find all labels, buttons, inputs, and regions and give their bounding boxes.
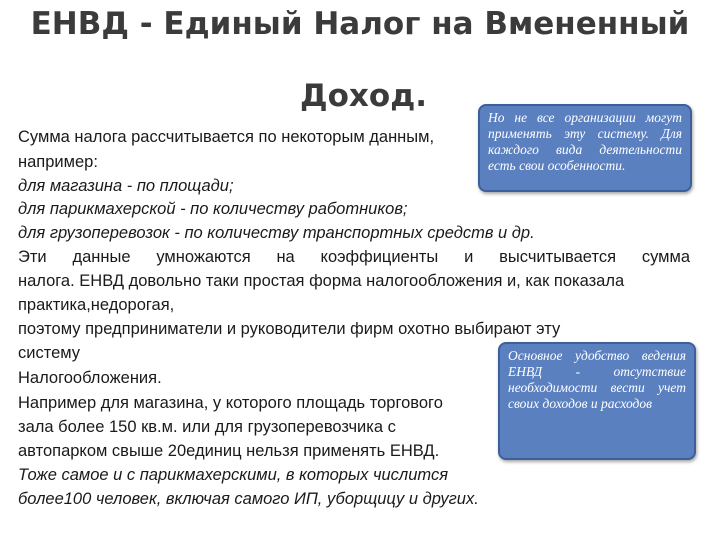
slide-title-line1: ЕНВД - Единый Налог на Вмененный [30, 6, 690, 42]
body-line-9: поэтому предприниматели и руководители фирм охотно выбирают эту [18, 320, 561, 338]
body-line-7: налога. ЕНВД довольно таки простая форма налогообложения и, как показала [18, 272, 625, 290]
body-line-13: зала более 150 кв.м. или для грузоперевозчика с [18, 418, 396, 436]
body-line-3: для магазина - по площади; [18, 177, 234, 195]
callout-note-top: Но не все организации могут применять эту систему. Для каждого вида деятельности есть свои особенности. [478, 104, 692, 192]
body-line-15: Тоже самое и с парикмахерскими, в которых числится [18, 466, 449, 484]
callout-note-bottom: Основное удобство ведения ЕНВД - отсутствие необходимости вести учет своих доходов и расходов [498, 342, 696, 460]
body-line-11: Налогообложения. [18, 369, 162, 387]
body-line-8: практика,недорогая, [18, 296, 175, 314]
body-line-4: для парикмахерской - по количеству работников; [18, 200, 408, 218]
body-line-12: Например для магазина, у которого площадь торгового [18, 394, 443, 412]
slide-title-line2: Доход. [300, 78, 428, 114]
body-line-1: Сумма налога рассчитывается по некоторым данным, [18, 128, 435, 146]
body-line-5: для грузоперевозок - по количеству транспортных средств и др. [18, 224, 535, 242]
body-line-6: Эти данные умножаются на коэффициенты и высчитывается сумма [18, 248, 690, 266]
body-line-16: более100 человек, включая самого ИП, уборщицу и других. [18, 490, 479, 508]
body-line-14: автопарком свыше 20единиц нельзя применять ЕНВД. [18, 442, 440, 460]
body-line-2: например: [18, 153, 98, 171]
body-line-10: систему [18, 344, 81, 362]
